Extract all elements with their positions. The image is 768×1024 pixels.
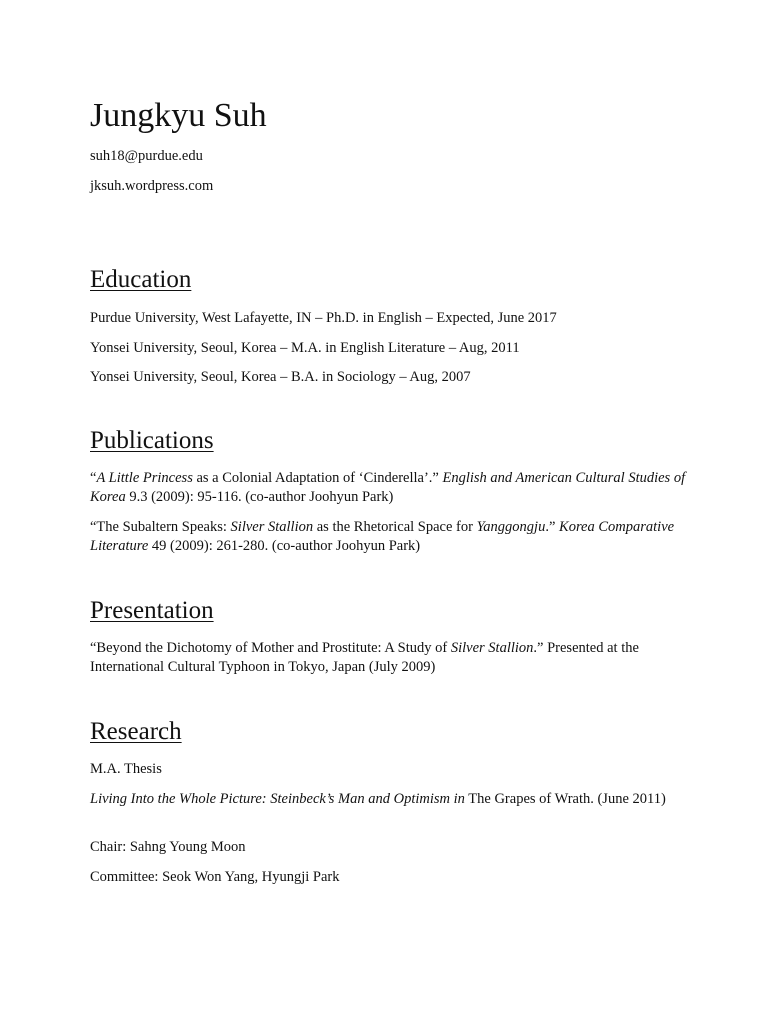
- website-address: jksuh.wordpress.com: [90, 178, 214, 194]
- thesis-chair: Chair: Sahng Young Moon: [90, 839, 246, 855]
- email-address: suh18@purdue.edu: [90, 148, 203, 164]
- publication-entry: “A Little Princess as a Colonial Adaptation of ‘Cinderella’.” English and American Cultural Studies of Korea 9.3 (2009): 95-116. (co-author Joohyun Park): [90, 470, 686, 505]
- thesis-committee: Committee: Seok Won Yang, Hyungji Park: [90, 869, 340, 885]
- person-name: Jungkyu Suh: [90, 97, 267, 134]
- research-heading: Research: [90, 718, 182, 745]
- education-item: Yonsei University, Seoul, Korea – B.A. in Sociology – Aug, 2007: [90, 369, 471, 385]
- presentation-entry: “Beyond the Dichotomy of Mother and Prostitute: A Study of Silver Stallion.” Presented at the International Cultural Typhoon in Tokyo, Japan (July 2009): [90, 640, 639, 675]
- thesis-label: M.A. Thesis: [90, 761, 162, 777]
- publication-entry: “The Subaltern Speaks: Silver Stallion as the Rhetorical Space for Yanggongju.” Korea Comparative Literature 49 (2009): 261-280. (co-author Joohyun Park): [90, 519, 675, 554]
- education-heading: Education: [90, 266, 192, 293]
- publications-heading: Publications: [90, 427, 214, 454]
- presentation-heading: Presentation: [90, 597, 214, 624]
- education-item: Purdue University, West Lafayette, IN – Ph.D. in English – Expected, June 2017: [90, 310, 557, 326]
- thesis-title: Living Into the Whole Picture: Steinbeck’s Man and Optimism in The Grapes of Wrath. (June 2011): [90, 791, 666, 807]
- education-item: Yonsei University, Seoul, Korea – M.A. in English Literature – Aug, 2011: [90, 340, 520, 356]
